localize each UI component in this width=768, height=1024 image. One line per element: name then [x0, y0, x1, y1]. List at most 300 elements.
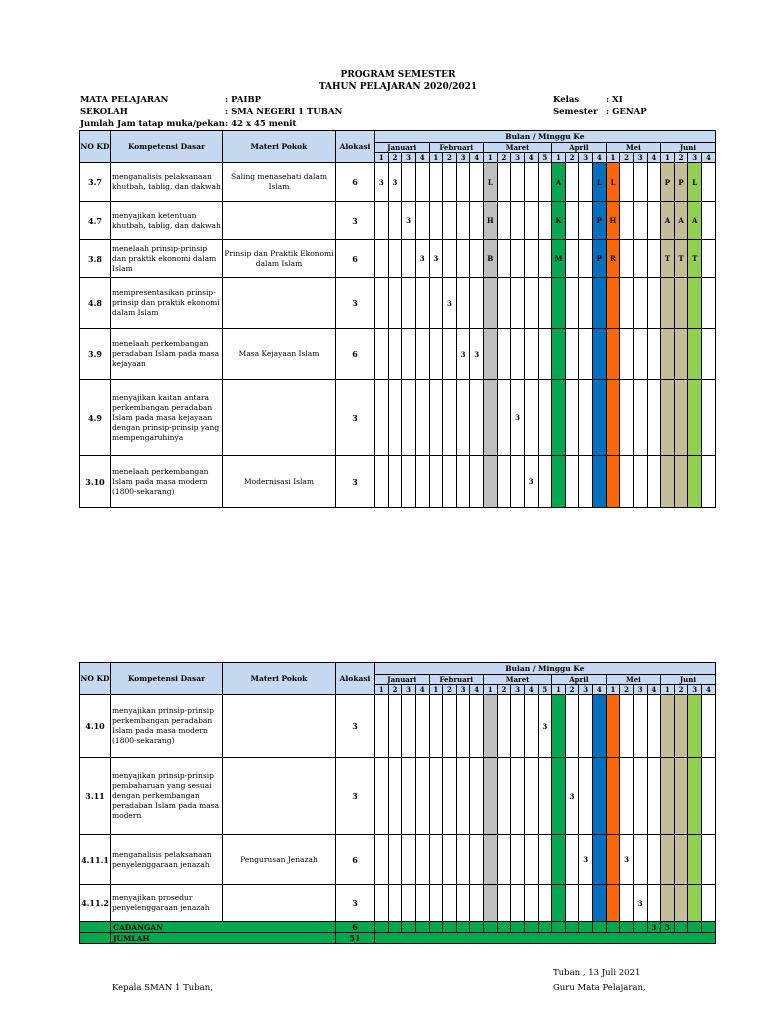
cadangan-label: CADANGAN: [111, 922, 336, 933]
week-number: 3: [579, 153, 593, 163]
week-number: 1: [606, 685, 620, 695]
week-cell: [429, 758, 443, 835]
footer-left-sign: Kepala SMAN 1 Tuban,: [112, 983, 213, 993]
month-januari: Januari: [375, 143, 430, 153]
week-cell: [633, 758, 647, 835]
week-cell: [456, 163, 470, 202]
week-cell: [647, 695, 661, 758]
week-cell: 3: [538, 695, 552, 758]
week-cell: [688, 278, 702, 329]
week-cell: H: [606, 202, 620, 240]
week-cell: [552, 695, 566, 758]
week-cell: [606, 329, 620, 380]
week-cell: [470, 240, 484, 278]
week-cell: [579, 240, 593, 278]
week-cell: [552, 278, 566, 329]
month-juni: Juni: [661, 143, 716, 153]
week-cell: [375, 202, 389, 240]
week-cell: [552, 922, 566, 933]
cadangan-value: 6: [336, 922, 375, 933]
week-cell: [388, 835, 402, 885]
week-cell: [415, 202, 429, 240]
materi-pokok: [223, 380, 336, 456]
week-number: 2: [674, 685, 688, 695]
week-cell: [497, 758, 511, 835]
week-cell: [443, 240, 457, 278]
week-cell: 3: [565, 758, 579, 835]
week-number: 3: [402, 685, 416, 695]
week-cell: [702, 329, 716, 380]
week-cell: [647, 456, 661, 508]
week-number: 3: [579, 685, 593, 695]
header-alokasi: Alokasi: [336, 131, 375, 163]
week-cell: [593, 885, 607, 922]
kd-number: 4.11.2: [80, 885, 111, 922]
week-cell: [620, 456, 634, 508]
week-cell: [606, 922, 620, 933]
footer-place-date: Tuban , 13 Juli 2021: [553, 968, 641, 978]
week-cell: [688, 835, 702, 885]
week-cell: [593, 835, 607, 885]
week-number: 1: [661, 153, 675, 163]
week-number: 3: [511, 153, 525, 163]
week-cell: [388, 380, 402, 456]
week-cell: [647, 885, 661, 922]
week-cell: [579, 202, 593, 240]
week-cell: [606, 885, 620, 922]
week-cell: 3: [375, 163, 389, 202]
week-cell: [661, 329, 675, 380]
week-cell: [375, 456, 389, 508]
header-bulan: Bulan / Minggu Ke: [375, 663, 716, 675]
week-cell: 3: [511, 380, 525, 456]
kd-number: 3.7: [80, 163, 111, 202]
kd-number: 4.11.1: [80, 835, 111, 885]
week-cell: [402, 163, 416, 202]
week-cell: [415, 885, 429, 922]
week-cell: 3: [620, 835, 634, 885]
week-cell: [429, 695, 443, 758]
week-cell: [702, 695, 716, 758]
week-cell: [511, 456, 525, 508]
week-cell: [593, 695, 607, 758]
week-number: 4: [702, 685, 716, 695]
week-cell: [647, 758, 661, 835]
week-cell: 3: [661, 922, 675, 933]
week-cell: [524, 240, 538, 278]
week-cell: [620, 202, 634, 240]
week-cell: [511, 240, 525, 278]
week-cell: [443, 456, 457, 508]
week-cell: [402, 885, 416, 922]
week-cell: P: [674, 163, 688, 202]
week-cell: [674, 695, 688, 758]
week-cell: [552, 835, 566, 885]
doc-year: TAHUN PELAJARAN 2020/2021: [318, 82, 478, 92]
kompetensi-dasar: menganalisis pelaksanaan khutbah, tablig, dan dakwah: [111, 163, 223, 202]
kd-number: 4.8: [80, 278, 111, 329]
week-cell: [702, 163, 716, 202]
week-cell: A: [674, 202, 688, 240]
week-cell: [443, 922, 457, 933]
week-number: 4: [647, 685, 661, 695]
week-cell: [415, 163, 429, 202]
week-cell: [593, 922, 607, 933]
table-row: [80, 329, 716, 380]
week-cell: [579, 695, 593, 758]
week-cell: [524, 163, 538, 202]
week-cell: [511, 758, 525, 835]
week-cell: [470, 202, 484, 240]
week-cell: [688, 922, 702, 933]
week-cell: [565, 163, 579, 202]
week-cell: [579, 278, 593, 329]
week-cell: [661, 885, 675, 922]
week-cell: L: [688, 163, 702, 202]
week-cell: [484, 329, 498, 380]
week-cell: [470, 835, 484, 885]
week-cell: L: [606, 163, 620, 202]
jam-value: : 42 x 45 menit: [225, 119, 297, 129]
week-number: 2: [565, 153, 579, 163]
week-number: 1: [375, 685, 389, 695]
week-cell: [497, 163, 511, 202]
table-row: [80, 758, 716, 835]
week-cell: [388, 456, 402, 508]
week-cell: [524, 885, 538, 922]
week-cell: [415, 922, 429, 933]
week-cell: [633, 695, 647, 758]
week-cell: [388, 329, 402, 380]
week-cell: [538, 202, 552, 240]
week-cell: [456, 202, 470, 240]
week-cell: [620, 885, 634, 922]
week-cell: [579, 163, 593, 202]
week-cell: [388, 202, 402, 240]
alokasi: 6: [336, 329, 375, 380]
kd-number: 3.10: [80, 456, 111, 508]
alokasi: 6: [336, 835, 375, 885]
doc-title: PROGRAM SEMESTER: [340, 70, 456, 80]
week-number: 1: [606, 153, 620, 163]
table-row: [80, 835, 716, 885]
week-cell: [497, 329, 511, 380]
week-cell: [633, 835, 647, 885]
week-cell: [661, 758, 675, 835]
week-cell: [484, 278, 498, 329]
program-table-2: [79, 662, 716, 944]
week-cell: [565, 240, 579, 278]
week-cell: K: [552, 202, 566, 240]
week-cell: 3: [633, 885, 647, 922]
week-cell: [538, 456, 552, 508]
week-cell: [388, 922, 402, 933]
kompetensi-dasar: menyajikan prinsip-prinsip pembaharuan yang sesuai dengan perkembangan peradaban Islam pada masa modern: [111, 758, 223, 835]
week-cell: [443, 885, 457, 922]
week-cell: [633, 456, 647, 508]
week-cell: [620, 695, 634, 758]
week-cell: [429, 278, 443, 329]
week-cell: [429, 885, 443, 922]
week-cell: [593, 456, 607, 508]
week-cell: [511, 278, 525, 329]
week-cell: [552, 456, 566, 508]
week-cell: [388, 758, 402, 835]
header-kompetensi: Kompetensi Dasar: [111, 663, 223, 695]
week-cell: [565, 885, 579, 922]
week-cell: [620, 278, 634, 329]
week-cell: [661, 456, 675, 508]
week-cell: [593, 278, 607, 329]
materi-pokok: Prinsip dan Praktik Ekonomi dalam Islam: [223, 240, 336, 278]
week-number: 1: [429, 153, 443, 163]
week-cell: [552, 329, 566, 380]
mapel-label: MATA PELAJARAN: [80, 95, 169, 105]
month-februari: Februari: [429, 675, 484, 685]
week-cell: [538, 240, 552, 278]
week-cell: [456, 835, 470, 885]
header-no-kd: NO KD: [80, 663, 111, 695]
week-cell: [415, 278, 429, 329]
week-cell: [470, 695, 484, 758]
week-cell: [402, 835, 416, 885]
week-cell: [565, 835, 579, 885]
week-cell: [702, 835, 716, 885]
week-cell: [661, 695, 675, 758]
week-cell: [484, 380, 498, 456]
month-mei: Mei: [606, 675, 661, 685]
week-cell: 3: [388, 163, 402, 202]
week-cell: [674, 835, 688, 885]
week-cell: [375, 922, 389, 933]
materi-pokok: Saling menasehati dalam Islam: [223, 163, 336, 202]
table-row: [80, 885, 716, 922]
header-materi: Materi Pokok: [223, 131, 336, 163]
week-number: 5: [538, 685, 552, 695]
week-cell: [497, 695, 511, 758]
week-number: 1: [484, 153, 498, 163]
alokasi: 6: [336, 163, 375, 202]
week-cell: [456, 240, 470, 278]
kompetensi-dasar: menelaah prinsip-prinsip dan praktik ekonomi dalam Islam: [111, 240, 223, 278]
week-cell: [552, 380, 566, 456]
week-cell: [647, 202, 661, 240]
week-cell: [593, 329, 607, 380]
week-number: 2: [443, 685, 457, 695]
week-cell: [443, 202, 457, 240]
week-cell: [606, 278, 620, 329]
week-cell: [470, 163, 484, 202]
week-cell: [511, 163, 525, 202]
month-april: April: [552, 675, 607, 685]
week-number: 2: [388, 685, 402, 695]
week-cell: [538, 922, 552, 933]
week-cell: [702, 380, 716, 456]
week-cell: [484, 835, 498, 885]
week-cell: [579, 758, 593, 835]
week-cell: [456, 758, 470, 835]
week-cell: [565, 695, 579, 758]
materi-pokok: [223, 278, 336, 329]
week-cell: [484, 922, 498, 933]
week-cell: [511, 202, 525, 240]
week-cell: [402, 758, 416, 835]
week-cell: [456, 922, 470, 933]
week-cell: [661, 380, 675, 456]
week-cell: P: [593, 240, 607, 278]
kompetensi-dasar: menelaah perkembangan Islam pada masa modern (1800-sekarang): [111, 456, 223, 508]
week-cell: [524, 835, 538, 885]
week-cell: [606, 695, 620, 758]
week-cell: 3: [415, 240, 429, 278]
week-cell: [538, 163, 552, 202]
kd-number: 4.7: [80, 202, 111, 240]
week-number: 4: [524, 685, 538, 695]
week-cell: [702, 456, 716, 508]
kelas-value: : XI: [606, 95, 623, 105]
week-cell: [620, 922, 634, 933]
week-cell: [674, 885, 688, 922]
week-cell: [674, 456, 688, 508]
week-cell: [388, 278, 402, 329]
week-cell: [538, 885, 552, 922]
week-number: 4: [702, 153, 716, 163]
table-row: [80, 456, 716, 508]
week-number: 2: [674, 153, 688, 163]
alokasi: 3: [336, 695, 375, 758]
week-number: 4: [470, 685, 484, 695]
week-cell: [443, 163, 457, 202]
week-cell: [497, 835, 511, 885]
week-cell: T: [674, 240, 688, 278]
week-cell: [633, 380, 647, 456]
week-cell: [688, 380, 702, 456]
week-cell: [524, 202, 538, 240]
week-number: 3: [456, 685, 470, 695]
header-materi: Materi Pokok: [223, 663, 336, 695]
week-cell: [552, 758, 566, 835]
week-cell: [702, 922, 716, 933]
week-cell: [633, 240, 647, 278]
week-cell: [674, 922, 688, 933]
table-row: [80, 278, 716, 329]
week-cell: [647, 278, 661, 329]
materi-pokok: [223, 758, 336, 835]
mapel-value: : PAIBP: [225, 95, 262, 105]
week-number: 4: [470, 153, 484, 163]
week-cell: [415, 329, 429, 380]
week-cell: [497, 922, 511, 933]
week-cell: [402, 380, 416, 456]
month-april: April: [552, 143, 607, 153]
week-cell: 3: [524, 456, 538, 508]
week-cell: T: [688, 240, 702, 278]
header-kompetensi: Kompetensi Dasar: [111, 131, 223, 163]
week-cell: [702, 278, 716, 329]
week-cell: [579, 885, 593, 922]
materi-pokok: [223, 202, 336, 240]
week-number: 1: [429, 685, 443, 695]
kd-number: 3.11: [80, 758, 111, 835]
jumlah-value: 51: [336, 933, 375, 944]
week-number: 3: [456, 153, 470, 163]
week-cell: [415, 380, 429, 456]
week-number: 1: [552, 685, 566, 695]
kompetensi-dasar: menyajikan prosedur penyelenggaraan jenazah: [111, 885, 223, 922]
month-mei: Mei: [606, 143, 661, 153]
week-cell: [620, 380, 634, 456]
week-cell: [388, 240, 402, 278]
materi-pokok: [223, 695, 336, 758]
week-cell: L: [484, 163, 498, 202]
week-number: 2: [497, 685, 511, 695]
week-cell: [565, 329, 579, 380]
program-table-1: [79, 130, 716, 508]
kd-number: 4.10: [80, 695, 111, 758]
week-cell: [688, 885, 702, 922]
week-cell: [688, 695, 702, 758]
week-cell: P: [661, 163, 675, 202]
week-cell: [484, 456, 498, 508]
week-cell: [402, 695, 416, 758]
blank-cell: [375, 933, 716, 944]
week-cell: [702, 758, 716, 835]
table-row: [80, 163, 716, 202]
week-cell: [565, 202, 579, 240]
kompetensi-dasar: menyajikan ketentuan khutbah, tablig, dan dakwah: [111, 202, 223, 240]
week-cell: [497, 278, 511, 329]
week-cell: 3: [402, 202, 416, 240]
week-cell: [538, 835, 552, 885]
week-cell: [524, 695, 538, 758]
week-cell: [633, 278, 647, 329]
alokasi: 3: [336, 202, 375, 240]
week-number: 2: [620, 685, 634, 695]
week-cell: [429, 835, 443, 885]
week-number: 1: [375, 153, 389, 163]
month-februari: Februari: [429, 143, 484, 153]
week-cell: [415, 835, 429, 885]
month-maret: Maret: [484, 675, 552, 685]
week-cell: [497, 885, 511, 922]
week-cell: B: [484, 240, 498, 278]
week-cell: [456, 278, 470, 329]
week-cell: [388, 885, 402, 922]
alokasi: 3: [336, 380, 375, 456]
week-cell: P: [593, 202, 607, 240]
week-number: 2: [620, 153, 634, 163]
week-cell: [456, 885, 470, 922]
sekolah-label: SEKOLAH: [80, 107, 128, 117]
week-cell: [443, 380, 457, 456]
week-number: 1: [661, 685, 675, 695]
week-cell: [497, 380, 511, 456]
week-cell: [511, 329, 525, 380]
week-cell: [633, 163, 647, 202]
week-cell: [484, 885, 498, 922]
week-cell: [429, 922, 443, 933]
week-cell: [674, 278, 688, 329]
week-cell: [429, 202, 443, 240]
week-cell: [647, 240, 661, 278]
week-number: 2: [497, 153, 511, 163]
week-cell: A: [688, 202, 702, 240]
header-no-kd: NO KD: [80, 131, 111, 163]
week-number: 1: [484, 685, 498, 695]
kompetensi-dasar: menyajikan kaitan antara perkembangan peradaban Islam pada masa kejayaan dengan prinsip-prinsip yang mempengaruhinya: [111, 380, 223, 456]
week-cell: [538, 278, 552, 329]
week-cell: [606, 835, 620, 885]
